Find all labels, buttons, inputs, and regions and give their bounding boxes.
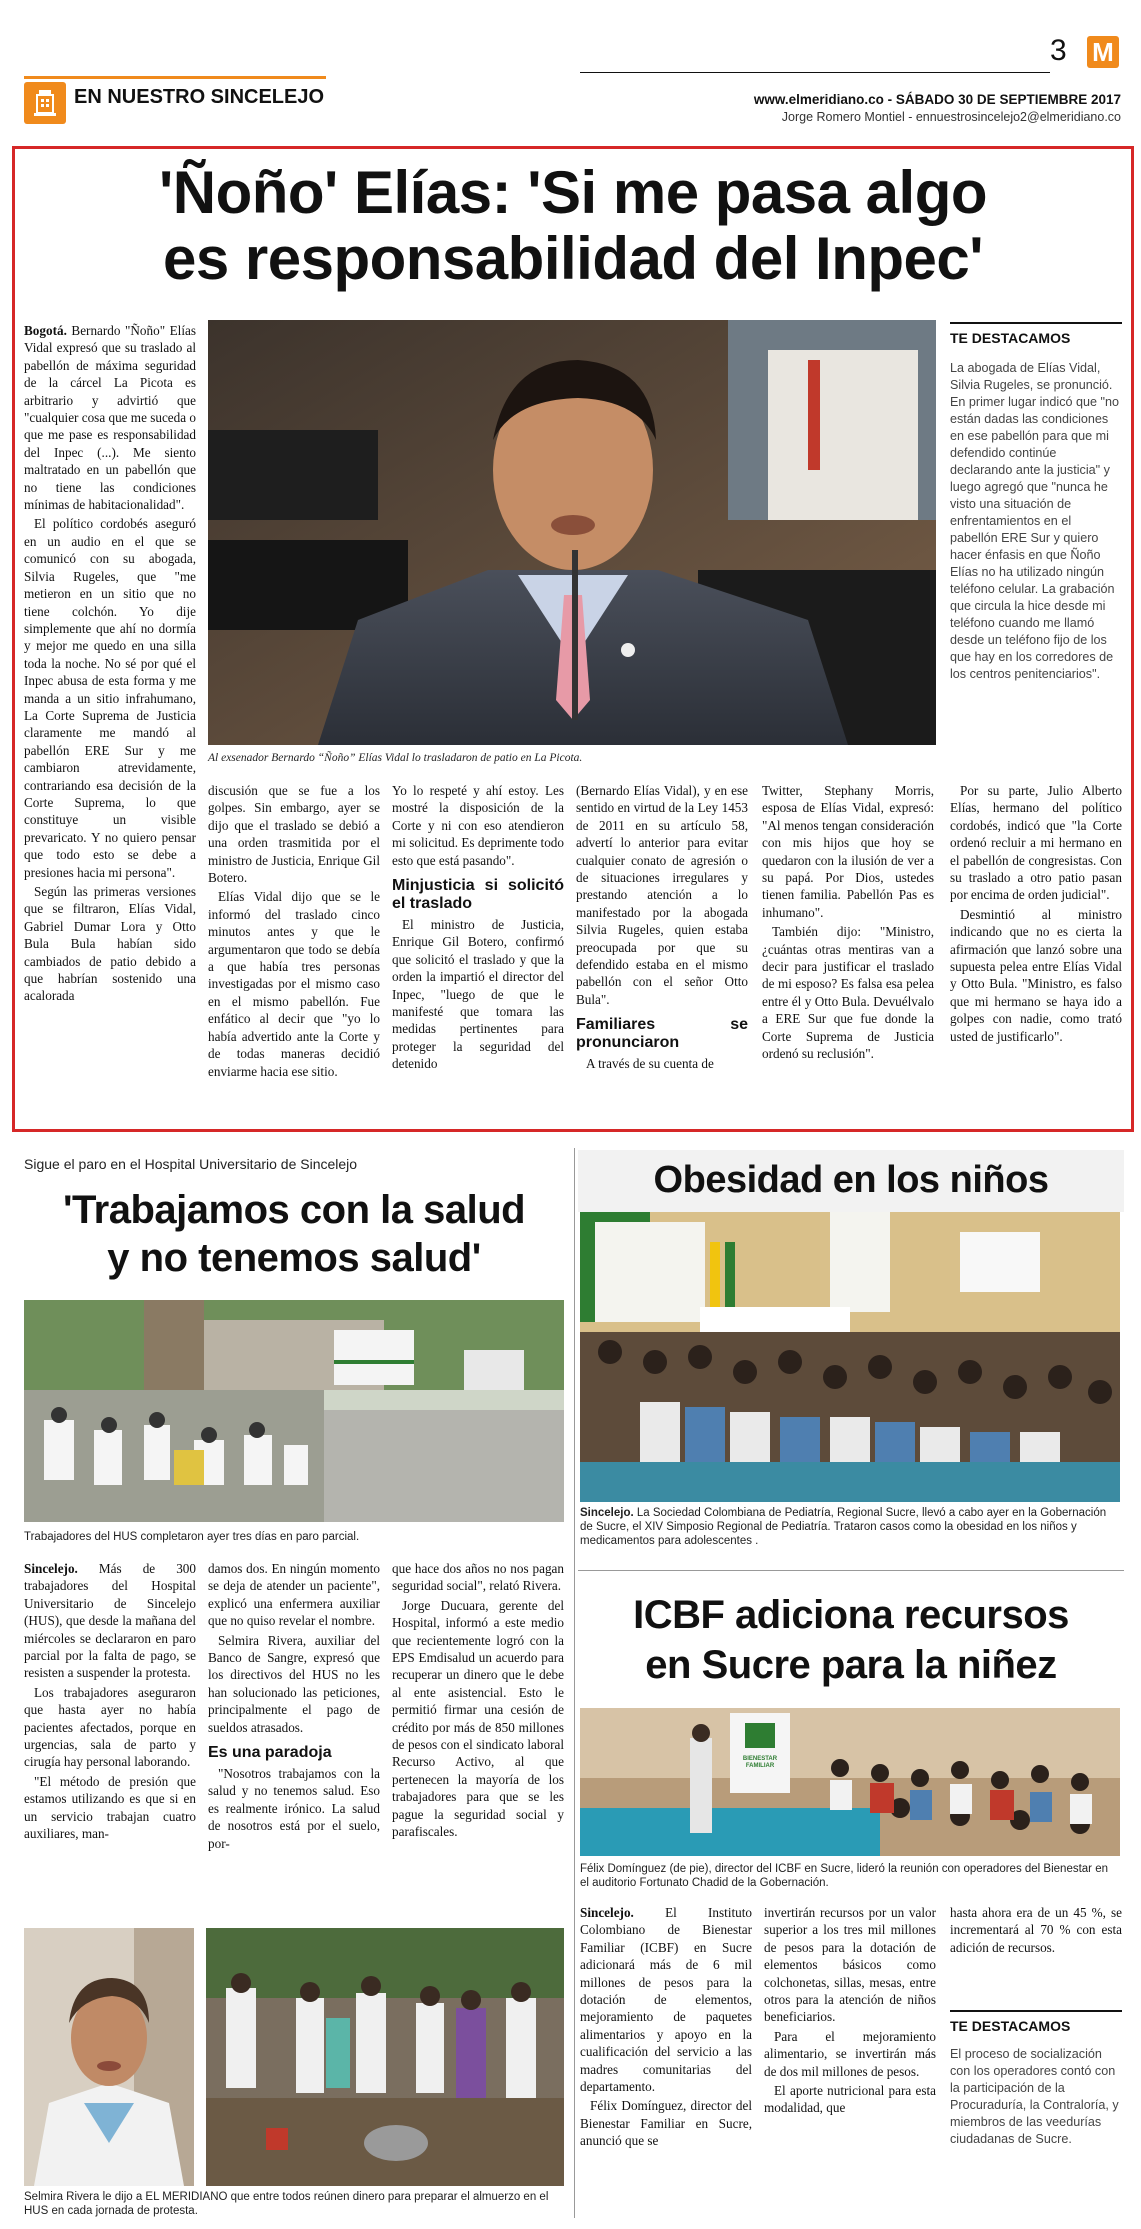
hus-col1-p1 [24, 1560, 196, 1682]
hus-headline [14, 1186, 574, 1282]
icbf-col1-p2: Félix Domínguez, director del Bienestar Familiar en Sucre, anunció que se [580, 2098, 752, 2149]
page-number: 3 [1050, 34, 1067, 67]
logo-letter: M [1092, 37, 1114, 67]
obesidad-photo [580, 1212, 1120, 1502]
main-destacamos-body: La abogada de Elías Vidal, Silvia Rugeles, se pronunció. En primer lugar indicó que "no están dadas las condiciones en ese pabellón para que mi defendido continúe declarando ante la justicia" y luego agregó que "nunca he visto una situación de enfrentamientos en el pabellón ERE Sur y quiero hacer énfasis en que Ñoño Elías no ha utilizado ningún teléfono celular. La grabación que circula la hice desde mi teléfono cuando me llamó desde un teléfono fijo de los que hay en los corredores de los centros penitenciarios". [950, 361, 1119, 681]
main-col1-p1-text: Bernardo "Ñoño" Elías Vidal expresó que su traslado al pabellón de máxima seguridad de la cárcel La Picota es arbitrario y advirtió que "cualquier cosa que me suceda o que me pase es responsabilidad del Inpec (...). Me siento maltratado en un pabellón que no tiene las condiciones mínimas de habitacionalidad". [24, 323, 196, 513]
section-icon [24, 82, 66, 124]
icbf-column-2 [764, 1904, 936, 2119]
hus-column-3 [392, 1560, 564, 1843]
hus-photo-strike [24, 1300, 564, 1522]
main-col1-p2: El político cordobés aseguró en un audio en el que se comunicó con su abogada, Silvia Rugeles, que "me metieron en un sitio que no tiene colchón. Yo dije simplemente que ahí no dormía y mejor me quedo en una silla toda la noche. No sé por qué el Inpec abusa de esta forma y me manda a un sitio infrahumano, La Corte Suprema de Justicia claramente me mandó al pabellón ERE Sur y me cambiaron atrevidamente, contrariando esa decisión de la Corte Suprema, lo que constituye un visible prevaricato. Y no quiero pensar que todo esto se debe a presiones hacia mi persona". [24, 516, 196, 880]
main-col6-p2: Desmintió al ministro indicando que no es cierta la afirmación que lanzó sobre una supuesta pelea entre Elías Vidal y Otto Bula. "Ministro, es falso que mi hermano se haya ido a golpes con nadie, como trató usted de justificarlo". [950, 906, 1122, 1044]
main-col5-p1: Twitter, Stephany Morris, esposa de Elías Vidal, expresó: "Al menos tengan consideración con mis hijos que hoy se quedaron con la ilusión de ver a su papá. Por Dios, ustedes tienen familia. Pabellón Pas es inhumano". [762, 783, 934, 920]
main-col3-p1: Yo lo respeté y ahí estoy. Les mostré la disposición de la Corte y ni con eso atendieron mi solicitud. Es deprimente todo esto que está pasando". [392, 783, 564, 868]
icbf-photo [580, 1708, 1120, 1856]
site-date: www.elmeridiano.co - SÁBADO 30 DE SEPTIEMBRE 2017 [753, 92, 1121, 107]
header-rule-left [24, 76, 326, 79]
main-column-5 [762, 782, 934, 1065]
hus-col2-p1: damos dos. En ningún momento se deja de atender un paciente", explicó una enfermera auxiliar que no quiso revelar el nombre. [208, 1561, 380, 1629]
main-col4-p1: (Bernardo Elías Vidal), y en ese sentido en virtud de la Ley 1453 de 2011 en su artículo 58, advertí lo anterior para evitar cualquier conato de agresión o de situaciones irregulares y prestando atención a lo manifestado por la abogada Silvia Rugeles, quien estaba preocupada por que su defendido estaba en el mismo pabellón con el señor Otto Bula". [576, 783, 748, 1007]
main-headline-line1: 'Ñoño' Elías: 'Si me pasa algo [158, 159, 988, 226]
icbf-headline [578, 1590, 1124, 1690]
meridiano-logo [1087, 36, 1119, 68]
hus-kicker: Sigue el paro en el Hospital Universitario de Sincelejo [24, 1156, 358, 1172]
hus-col1-p2: Los trabajadores aseguraron que hasta ayer no había pacientes afectados, porque en urgencias, sala de parto y cirugía hay personal laborando. [24, 1684, 196, 1770]
main-photo-caption: Al exsenador Bernardo “Ñoño” Elías Vidal lo trasladaron de patio en La Picota. [208, 752, 583, 764]
section-title: EN NUESTRO SINCELEJO [74, 86, 325, 108]
obesidad-caption-place: Sincelejo. [580, 1507, 634, 1519]
main-photo [208, 320, 936, 745]
main-headline [14, 160, 1132, 292]
byline: Jorge Romero Montiel - ennuestrosincelejo2@elmeridiano.co [781, 110, 1121, 124]
main-col2-p1: discusión que se fue a los golpes. Sin embargo, ayer se dijo que el traslado se debió a una orden trasmitida por el ministro de Justicia, Enrique Gil Botero. [208, 783, 380, 886]
obesidad-caption-text: La Sociedad Colombiana de Pediatría, Regional Sucre, llevó a cabo ayer en la Gobernación de Sucre, el XIV Simposio Regional de Pediatría. Trataron casos como la obesidad en los niños y medicamentos para adolescentes . [580, 1507, 1107, 1547]
hus-headline-line2: y no tenemos salud' [107, 1236, 481, 1280]
icbf-banner-text: BIENESTAR FAMILIAR [742, 1756, 778, 1769]
main-col1-p3: Según las primeras versiones que se filtraron, Elías Vidal, Gabriel Dumar Lora y Otto Bula Bula habían sido cambiados de patio debido a que habrían sostenido una acalorada [24, 884, 196, 1004]
hus-photo-cooking-caption: Selmira Rivera le dijo a EL MERIDIANO que entre todos reúnen dinero para preparar el almuerzo en el HUS en cada jornada de protesta. [24, 2191, 549, 2217]
hus-col1-p3: "El método de presión que estamos utilizando es que si en un servicio trabajan cuatro auxiliares, man- [24, 1773, 196, 1842]
icbf-photo-caption: Félix Domínguez (de pie), director del ICBF en Sucre, lideró la reunión con operadores del Bienestar en el auditorio Fortunato Chadid de la Gobernación. [580, 1863, 1109, 1889]
main-column-4 [576, 782, 748, 1075]
main-subhead-minjusticia: Minjusticia si solicitó el traslado [392, 877, 564, 913]
icbf-col2-p1: invertirán recursos por un valor superior a los tres mil millones de pesos para la dotación de elementos básicos como colchonetas, sillas, mesas, entre otros para la atención de niños beneficiarios. [764, 1905, 936, 2025]
main-destacamos [950, 322, 1122, 683]
icbf-headline-line2: en Sucre para la niñez [645, 1643, 1057, 1687]
hus-lead-place: Sincelejo. [24, 1561, 78, 1576]
obesidad-caption [580, 1506, 1120, 1548]
main-subhead-familiares: Familiares se pronunciaron [576, 1016, 748, 1052]
main-col3-p2: El ministro de Justicia, Enrique Gil Botero, confirmó que solicitó el traslado y que la orden la impartió el director del Inpec, "luego de que le manifesté que tomara las medidas pertinentes para proteger la seguridad del detenido [392, 917, 564, 1072]
hus-col2-p3: "Nosotros trabajamos con la salud y no tenemos salud. Eso es realmente irónico. La salud de nosotros está por el suelo, por- [208, 1766, 380, 1851]
hus-subhead-paradoja: Es una paradoja [208, 1744, 332, 1762]
main-col1-p1 [24, 322, 196, 513]
icbf-destacamos-body: El proceso de socialización con los operadores contó con la participación de la Procuraduría, la Contraloría, y miembros de las veedurías ciudadanas de Sucre. [950, 2047, 1119, 2146]
icbf-col1-p1-text: El Instituto Colombiano de Bienestar Familiar (ICBF) en Sucre adicionará más de 6 mil millones de pesos para la dotación de elementos, mejoramiento de paquetes alimentarios y apoyo en la cualificación del servicio a las madres comunitarias del departamento. [580, 1905, 752, 2095]
icbf-col3-p1: hasta ahora era de un 45 %, se incrementará al 70 % con esta adición de recursos. [950, 1905, 1122, 1955]
icbf-col2-p2: Para el mejoramiento alimentario, se invertirán más de dos mil millones de pesos. [764, 2028, 936, 2079]
header-rule-right [580, 72, 1050, 73]
main-col2-p2: Elías Vidal dijo que se le informó del traslado cinco minutos antes y que le argumentaron que todo se debía a que había tres personas investigadas por el mismo caso en el mismo pabellón. Fue enfático al decir que "yo lo había advertido ante la Corte y de todas maneras decidió enviarme hacia ese sitio. [208, 889, 380, 1079]
icbf-column-1 [580, 1904, 752, 2152]
hus-column-2 [208, 1560, 380, 1854]
main-column-3 [392, 782, 564, 1075]
hus-col2-p2: Selmira Rivera, auxiliar del Banco de Sangre, expresó que los directivos del HUS no les han solucionado las peticiones, principalmente el pago de sueldos atrasados. [208, 1632, 380, 1735]
main-lead-place: Bogotá. [24, 323, 67, 338]
obesidad-bottom-rule [578, 1570, 1124, 1571]
main-column-1 [24, 322, 196, 1007]
main-col6-p1: Por su parte, Julio Alberto Elías, hermano del político cordobés, indicó que "la Corte ordenó recluir a mi hermano en el pabellón de congresistas. Con su traslado a otro patio pasan por encima de orden judicial". [950, 783, 1122, 903]
hus-photo-cooking [206, 1928, 564, 2186]
hus-col3-p2: Jorge Ducuara, gerente del Hospital, informó a este medio que recientemente logró con la EPS Emdisalud un acuerdo para recuperar un dinero que le debe al ente asistencial. Esto le permitió firmar una cesión de crédito por más de 850 millones de pesos con el sindicato laboral Recurso Activo, al que pertenecen la mayoría de los trabajadores para que se les pague la seguridad social y parafiscales. [392, 1597, 564, 1840]
hus-col1-p1-text: Más de 300 trabajadores del Hospital Universitario de Sincelejo (HUS), que desde la mañana del miércoles se declararon en paro parcial por la falta de pago, se resisten a suspender la protesta. [24, 1561, 196, 1681]
obesidad-headline: Obesidad en los niños [653, 1159, 1049, 1201]
main-col5-p2: También dijo: "Ministro, ¿cuántas otras mentiras van a decir para justificar el traslado de mi esposo? Es falsa esa pelea entre él y Otto Bula. Devuélvalo a ERE Sur que fue donde la Corte Suprema de Justicia ordenó su reclusión". [762, 924, 934, 1062]
hus-col3-p1: que hace dos años no nos pagan seguridad social", relató Rivera. [392, 1561, 564, 1594]
icbf-col1-p1 [580, 1904, 752, 2095]
hus-headline-line1: 'Trabajamos con la salud [62, 1188, 526, 1232]
main-headline-line2: es responsabilidad del Inpec' [162, 225, 984, 292]
icbf-destacamos-title: TE DESTACAMOS [950, 2010, 1122, 2034]
hus-photo-strike-caption: Trabajadores del HUS completaron ayer tres días en paro parcial. [24, 1531, 360, 1543]
icbf-destacamos [950, 2010, 1122, 2148]
column-divider [574, 1148, 575, 2218]
main-destacamos-title: TE DESTACAMOS [950, 322, 1122, 346]
main-column-6 [950, 782, 1122, 1047]
hus-column-1 [24, 1560, 196, 1845]
icbf-column-3 [950, 1904, 1122, 1958]
icbf-col2-p3: El aporte nutricional para esta modalidad, que [764, 2083, 936, 2116]
icbf-headline-line1: ICBF adiciona recursos [633, 1593, 1069, 1637]
icbf-lead-place: Sincelejo. [580, 1905, 634, 1920]
main-column-2 [208, 782, 380, 1082]
main-col4-p2: A través de su cuenta de [586, 1056, 714, 1072]
hus-photo-selmira [24, 1928, 194, 2186]
